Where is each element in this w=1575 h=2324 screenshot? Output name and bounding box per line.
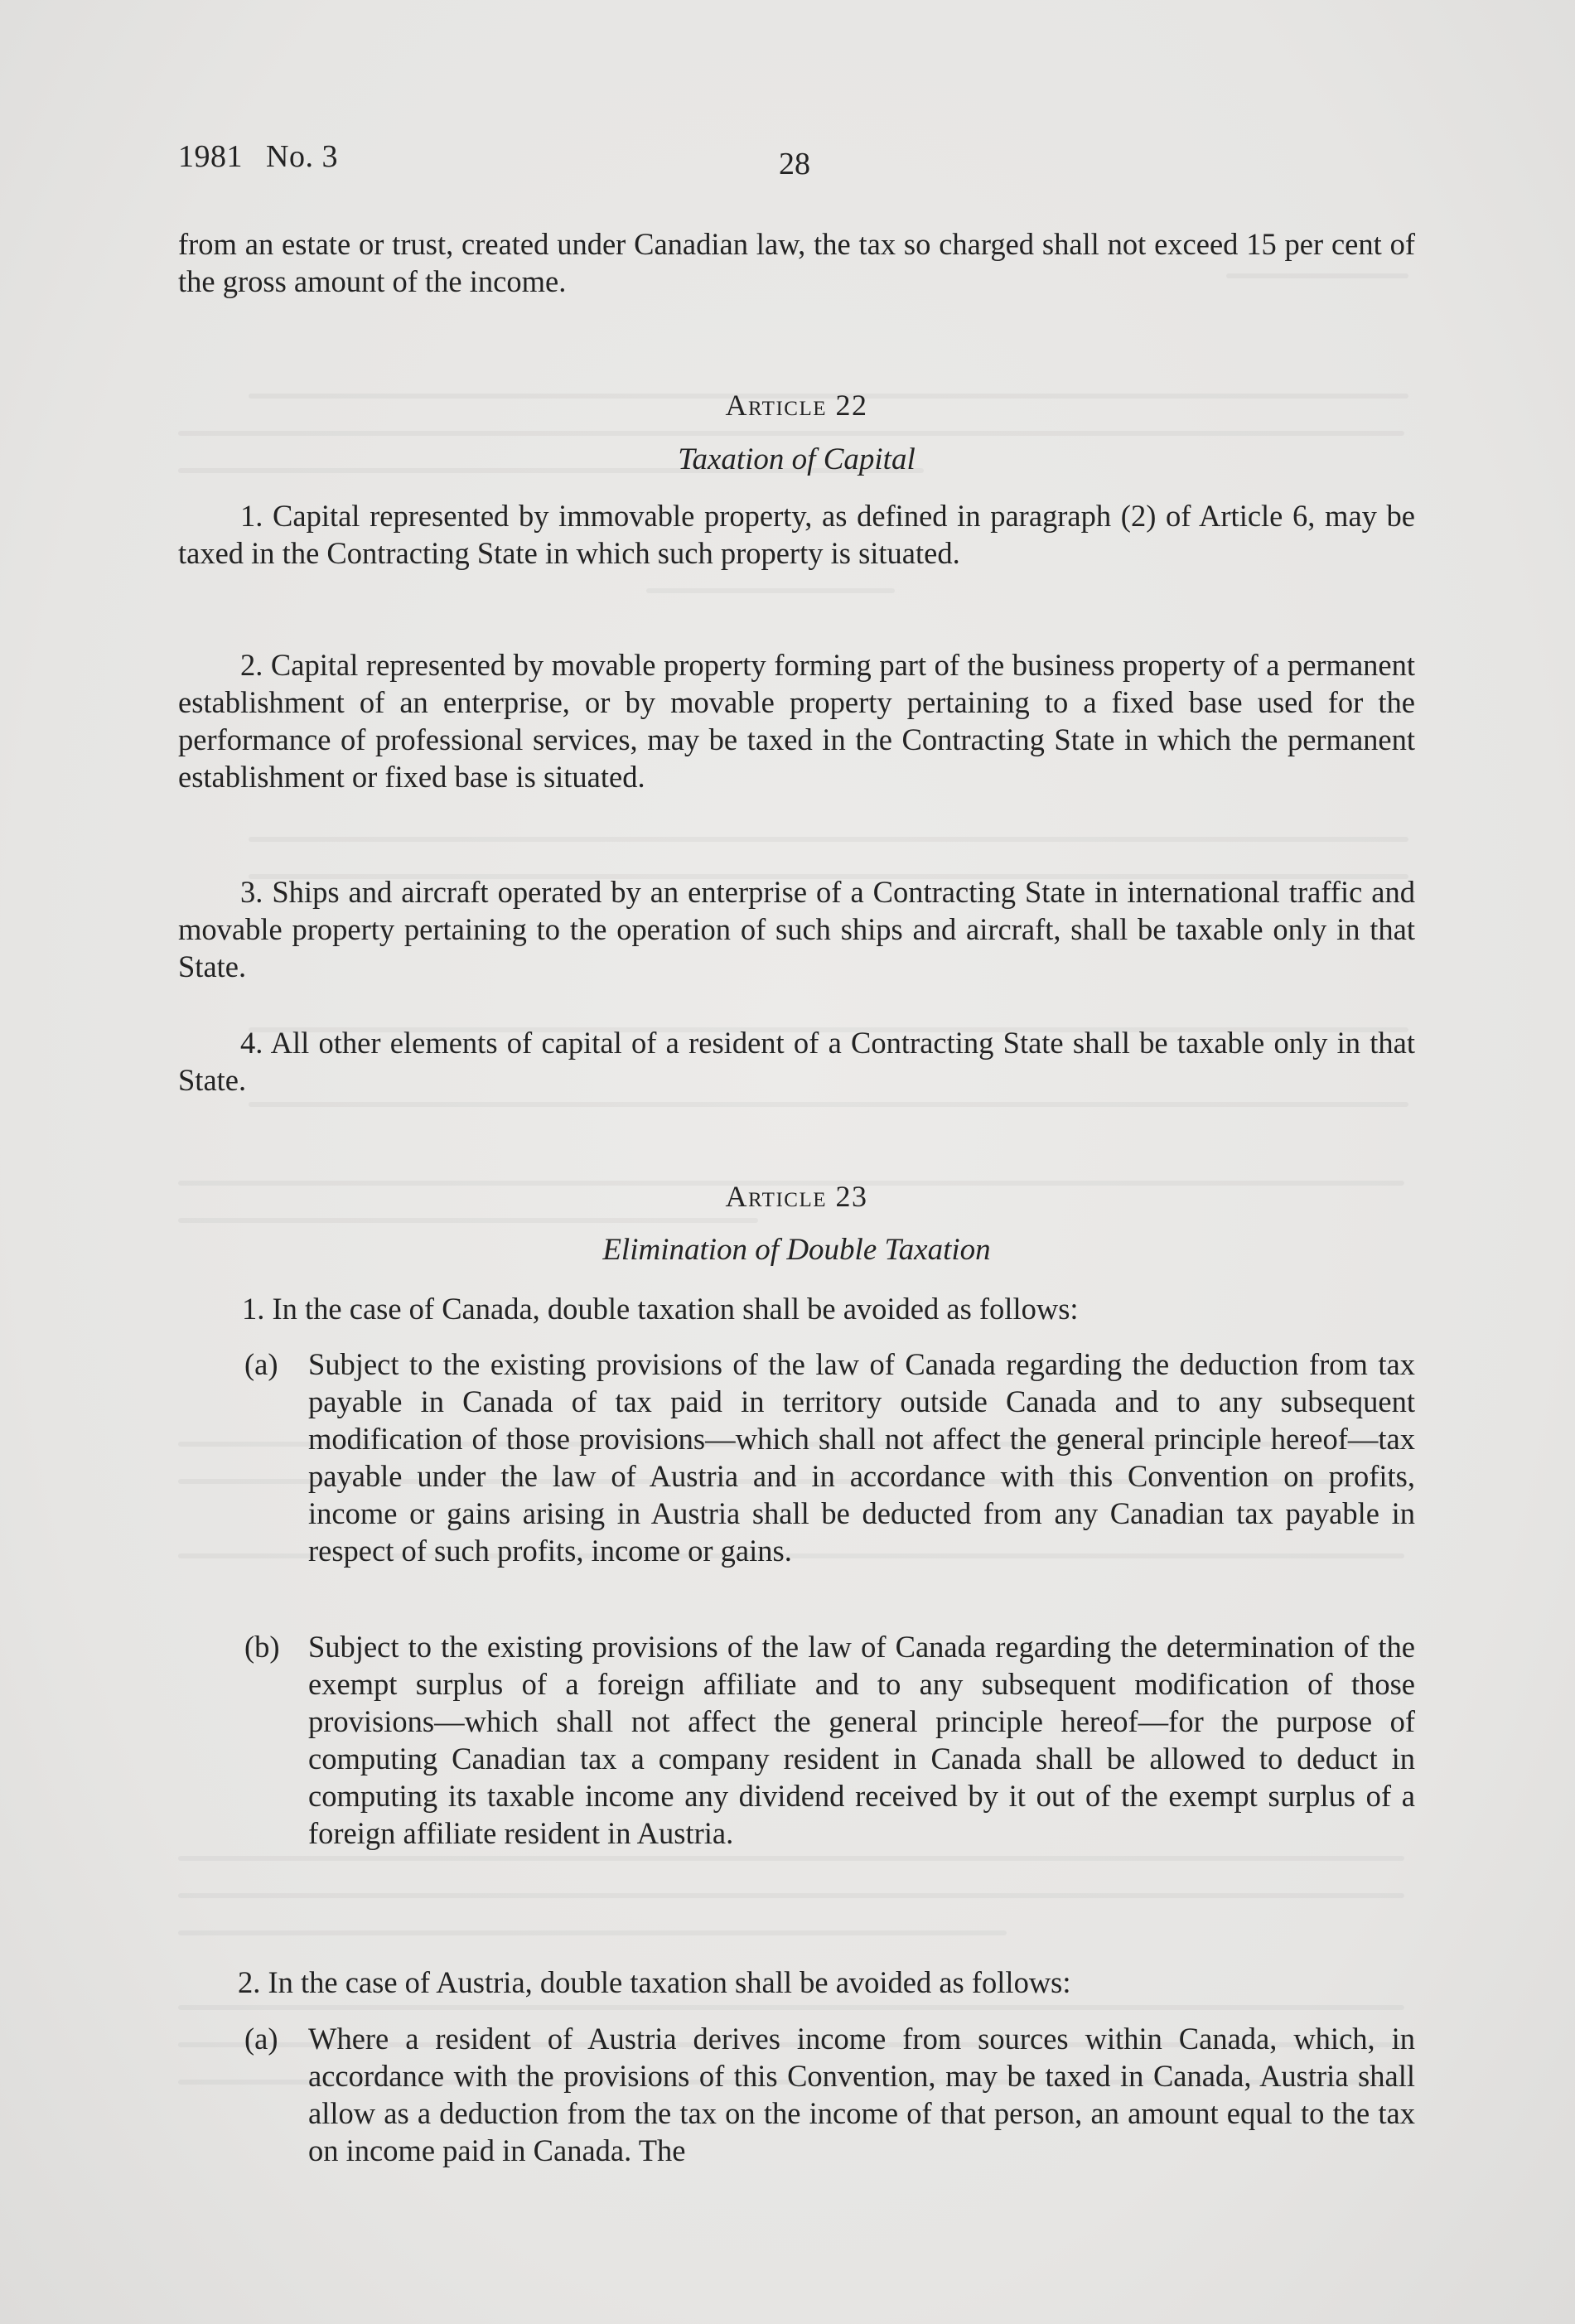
article-23-heading: Article 23 [725,1180,868,1213]
page-header [178,138,338,175]
page-number: 28 [779,147,810,181]
article-22-paragraph-4: 4. All other elements of capital of a resident of a Contracting State shall be taxable only in that State. [178,1026,1415,1097]
header-year: 1981 [178,139,243,174]
intro-paragraph [178,225,1415,300]
intro-text: from an estate or trust, created under Canadian law, the tax so charged shall not exceed 15 per cent of the gross amount of the income. [178,227,1415,298]
article-23-item-2a [178,2020,1415,2169]
article-23-item-1b [178,1628,1415,1852]
item-label: (a) [244,2022,278,2056]
article-22-paragraph-3: 3. Ships and aircraft operated by an enterprise of a Contracting State in international traffic and movable property pertaining to the operation of such ships and aircraft, shall be taxable only in that State. [178,875,1415,983]
item-text: Subject to the existing provisions of the law of Canada regarding the deduction from tax payable in Canada of tax paid in territory outside Canada and to any subsequent modification of those provisions—which shall not affect the general principle hereof—tax payable under the law of Austria and in accordance with this Convention on profits, income or gains arising in Austria shall be deducted from any Canadian tax payable in respect of such profits, income or gains. [308,1347,1415,1568]
item-label: (a) [244,1347,278,1381]
header-number: No. 3 [266,139,338,174]
item-label: (b) [244,1630,280,1664]
article-23-paragraph-1-intro: 1. In the case of Canada, double taxation shall be avoided as follows: [242,1292,1079,1326]
article-23-title: Elimination of Double Taxation [602,1233,991,1267]
item-text: Subject to the existing provisions of the law of Canada regarding the determination of the exempt surplus of a foreign affiliate and to any subsequent modification of those provisions—which shall not affect the general principle hereof—for the purpose of computing Canadian tax a company resident in Canada shall be allowed to deduct in computing its taxable income any dividend received by it out of the exempt surplus of a foreign affiliate resident in Austria. [308,1630,1415,1850]
article-23-paragraph-2-intro: 2. In the case of Austria, double taxation shall be avoided as follows: [238,1965,1071,1999]
article-22-heading: Article 22 [725,389,868,422]
article-22-paragraph-1: 1. Capital represented by immovable property, as defined in paragraph (2) of Article 6, may be taxed in the Contracting State in which such property is situated. [178,499,1415,570]
article-22-paragraph-2: 2. Capital represented by movable property forming part of the business property of a permanent establishment of an enterprise, or by movable property pertaining to a fixed base used for the performance of professional services, may be taxed in the Contracting State in which the permanent establishment or fixed base is situated. [178,648,1415,794]
article-22-title: Taxation of Capital [678,442,916,476]
article-23-item-1a [178,1346,1415,1569]
item-text: Where a resident of Austria derives income from sources within Canada, which, in accordance with the provisions of this Convention, may be taxed in Canada, Austria shall allow as a deduction from the tax on the income of that person, an amount equal to the tax on income paid in Canada. The [308,2022,1415,2167]
